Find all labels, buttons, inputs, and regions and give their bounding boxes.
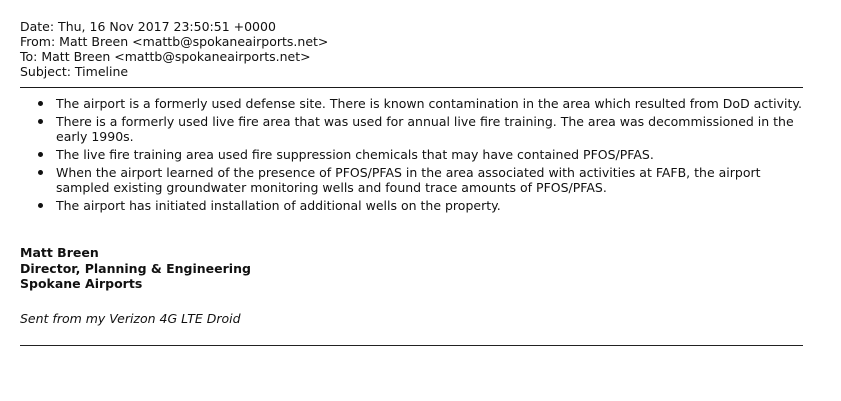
footer-divider	[20, 345, 803, 346]
signature-title: Director, Planning & Engineering	[20, 260, 251, 276]
bullet-list	[38, 96, 810, 216]
email-header	[20, 19, 328, 79]
bullet-icon	[38, 101, 43, 106]
email-to: To: Matt Breen <mattb@spokaneairports.net>	[20, 49, 311, 64]
email-subject: Subject: Timeline	[20, 64, 129, 79]
list-item-text: The airport has initiated installation of additional wells on the property.	[56, 198, 501, 213]
email-from: From: Matt Breen <mattb@spokaneairports.net>	[20, 34, 329, 49]
bullet-icon	[38, 203, 43, 208]
bullet-icon	[38, 119, 43, 124]
list-item-text: There is a formerly used live fire area that was used for annual live fire training. The area was decommissioned in the early 1990s.	[56, 114, 794, 144]
bullet-icon	[38, 170, 43, 175]
list-item	[38, 147, 810, 162]
list-item	[38, 96, 810, 111]
signature-org: Spokane Airports	[20, 276, 143, 291]
signature-name: Matt Breen	[20, 245, 99, 260]
list-item-text: The airport is a formerly used defense site. There is known contamination in the area which resulted from DoD activity.	[56, 96, 802, 111]
list-item	[38, 198, 810, 213]
list-item	[38, 114, 810, 144]
bullet-icon	[38, 152, 43, 157]
list-item-text: The live fire training area used fire suppression chemicals that may have contained PFOS/PFAS.	[56, 147, 654, 162]
email-date: Date: Thu, 16 Nov 2017 23:50:51 +0000	[20, 19, 276, 34]
signature-block	[20, 245, 251, 292]
sent-from-line: Sent from my Verizon 4G LTE Droid	[20, 311, 241, 326]
header-divider	[20, 87, 803, 88]
list-item-text: When the airport learned of the presence of PFOS/PFAS in the area associated with activities at FAFB, the airport sampled existing groundwater monitoring wells and found trace amounts of PFOS/PFAS.	[56, 165, 761, 195]
list-item	[38, 165, 810, 195]
